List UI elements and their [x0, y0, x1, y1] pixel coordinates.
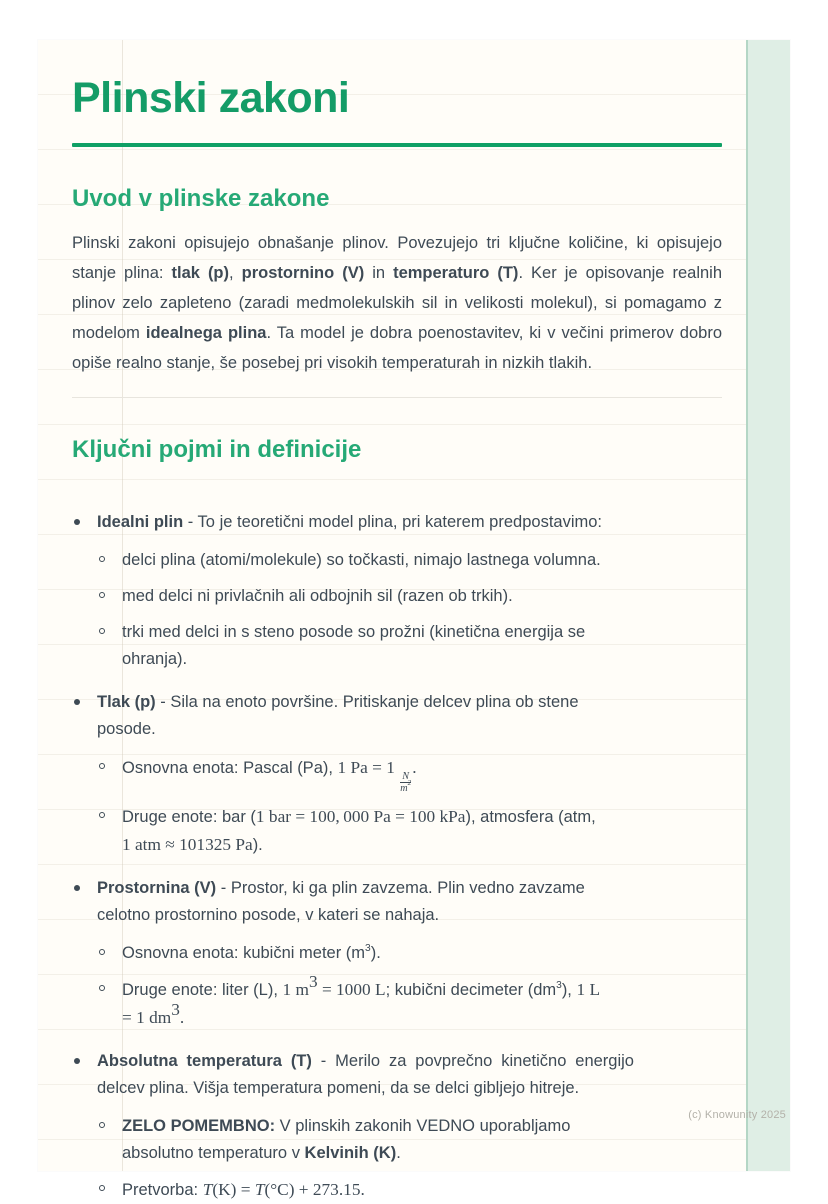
text-run: . [412, 758, 417, 777]
text-run: Kelvinih (K) [304, 1144, 397, 1163]
section-heading-kljucni-pojmi: Ključni pojmi in definicije [72, 436, 362, 463]
sub-item [97, 1113, 602, 1167]
text-run: ). [370, 944, 381, 963]
sub-item [97, 803, 602, 859]
page-title: Plinski zakoni [72, 74, 350, 122]
text-run: ), atmosfera (atm, [465, 808, 596, 827]
text-run: 1 bar = 100, 000 Pa = 100 kPa [255, 807, 466, 827]
text-run: Absolutna temperatura (T) [97, 1052, 312, 1071]
sub-list [97, 1113, 602, 1204]
sub-item [97, 971, 602, 1032]
sub-list [97, 940, 602, 1032]
text-run: - Sila na enoto površine. Pritiskanje delcev plina ob stene posode. [97, 693, 579, 738]
text-run: Idealni plin [97, 513, 184, 531]
document-page [38, 40, 790, 1200]
text-run: ZELO POMEMBNO: [122, 1117, 276, 1136]
definition-lead [97, 689, 634, 743]
sub-list [97, 547, 602, 673]
sub-item [97, 940, 602, 967]
text-run: Plinski zakoni opisujejo obnašanje plinov. Povezujejo tri ključne količine, ki opisujejo stanje plina: [72, 234, 722, 282]
text-run: 1 L = 1 dm [122, 980, 600, 1028]
text-run: in [364, 264, 394, 282]
definition-lead [97, 1048, 634, 1102]
section-divider [72, 397, 722, 398]
text-run: Osnovna enota: Pascal (Pa), [122, 759, 338, 777]
sub-item [97, 583, 602, 610]
text-run: delci plina (atomi/molekule) so točkasti, nimajo lastnega volumna. [122, 551, 601, 569]
page-content [38, 40, 722, 1204]
sub-item [97, 1176, 602, 1204]
text-run: = 1000 L [317, 980, 386, 1000]
sub-item [97, 547, 602, 574]
text-run: Prostornina (V) [97, 879, 217, 898]
definition-item [72, 509, 634, 673]
text-run: med delci ni privlačnih ali odbojnih sil (razen ob trkih). [122, 587, 513, 605]
sub-list [97, 754, 602, 859]
text-run: ). [252, 836, 263, 855]
text-run: 1 atm ≈ 101325 Pa [122, 835, 253, 855]
text-run: prostornino (V) [241, 264, 365, 282]
text-run: 3 [556, 979, 562, 991]
text-run: T [254, 1180, 265, 1200]
text-run: 3 [308, 971, 318, 991]
title-underline [72, 143, 722, 147]
definition-item [72, 1048, 634, 1204]
definitions-list [72, 509, 634, 1204]
definition-item [72, 689, 634, 859]
definition-lead [97, 875, 634, 929]
sub-item [97, 619, 602, 673]
green-edge-stripe [746, 40, 790, 1171]
sub-item [97, 754, 602, 794]
text-run: . Ta model je dobra poenostavitev, ki v večini primerov dobro opiše realno stanje, še posebej pri visokih temperaturah in nizkih tlakih. [72, 324, 722, 372]
copyright-watermark: (c) Knowunity 2025 [688, 1109, 786, 1121]
text-run: Tlak (p) [97, 693, 156, 711]
text-run: - To je teoretični model plina, pri katerem predpostavimo: [183, 513, 602, 531]
text-run: trki med delci in s steno posode so prožni (kinetična energija se ohranja). [122, 623, 586, 668]
text-run: tlak (p) [171, 264, 230, 282]
text-run: - Merilo za povprečno kinetično energijo delcev plina. Višja temperatura pomeni, da se delci gibljejo hitreje. [97, 1052, 634, 1098]
text-run: ), [561, 981, 577, 1000]
text-run: . Ker je opisovanje realnih plinov zelo zapleteno (zaradi medmolekulskih sil in velikosti molekul), si pomagamo z modelom [72, 264, 723, 342]
text-run: 3 [365, 942, 371, 954]
text-run: (K) = [212, 1180, 255, 1200]
text-run: , [229, 264, 242, 282]
text-run: . [396, 1144, 401, 1163]
text-run: ; kubični decimeter (dm [385, 981, 557, 1000]
text-run: Druge enote: liter (L), [122, 981, 283, 1000]
text-run: temperaturo (T) [393, 264, 519, 282]
text-run: Osnovna enota: kubični meter (m [122, 944, 366, 963]
intro-paragraph [72, 228, 722, 378]
text-run: . [179, 1008, 185, 1028]
text-run: 1 Pa = 1 [337, 758, 400, 777]
text-run: - Prostor, ki ga plin zavzema. Plin vedno zavzame celotno prostornino posode, v kateri se nahaja. [97, 879, 585, 925]
definition-lead [97, 509, 634, 536]
text-run: Pretvorba: [122, 1181, 203, 1200]
text-run: 1 m [282, 980, 309, 1000]
text-run: V plinskih zakonih VEDNO uporabljamo absolutno temperaturo v [122, 1117, 571, 1163]
text-run: Druge enote: bar ( [122, 808, 256, 827]
text-run: T [202, 1180, 213, 1200]
fraction: $\frac{N}{m^2}$ [400, 770, 412, 794]
definition-item [72, 875, 634, 1032]
section-heading-uvod: Uvod v plinske zakone [72, 185, 330, 212]
text-run: idealnega plina [145, 324, 267, 342]
text-run: 3 [171, 999, 180, 1019]
text-run: (°C) + 273.15. [264, 1180, 365, 1200]
